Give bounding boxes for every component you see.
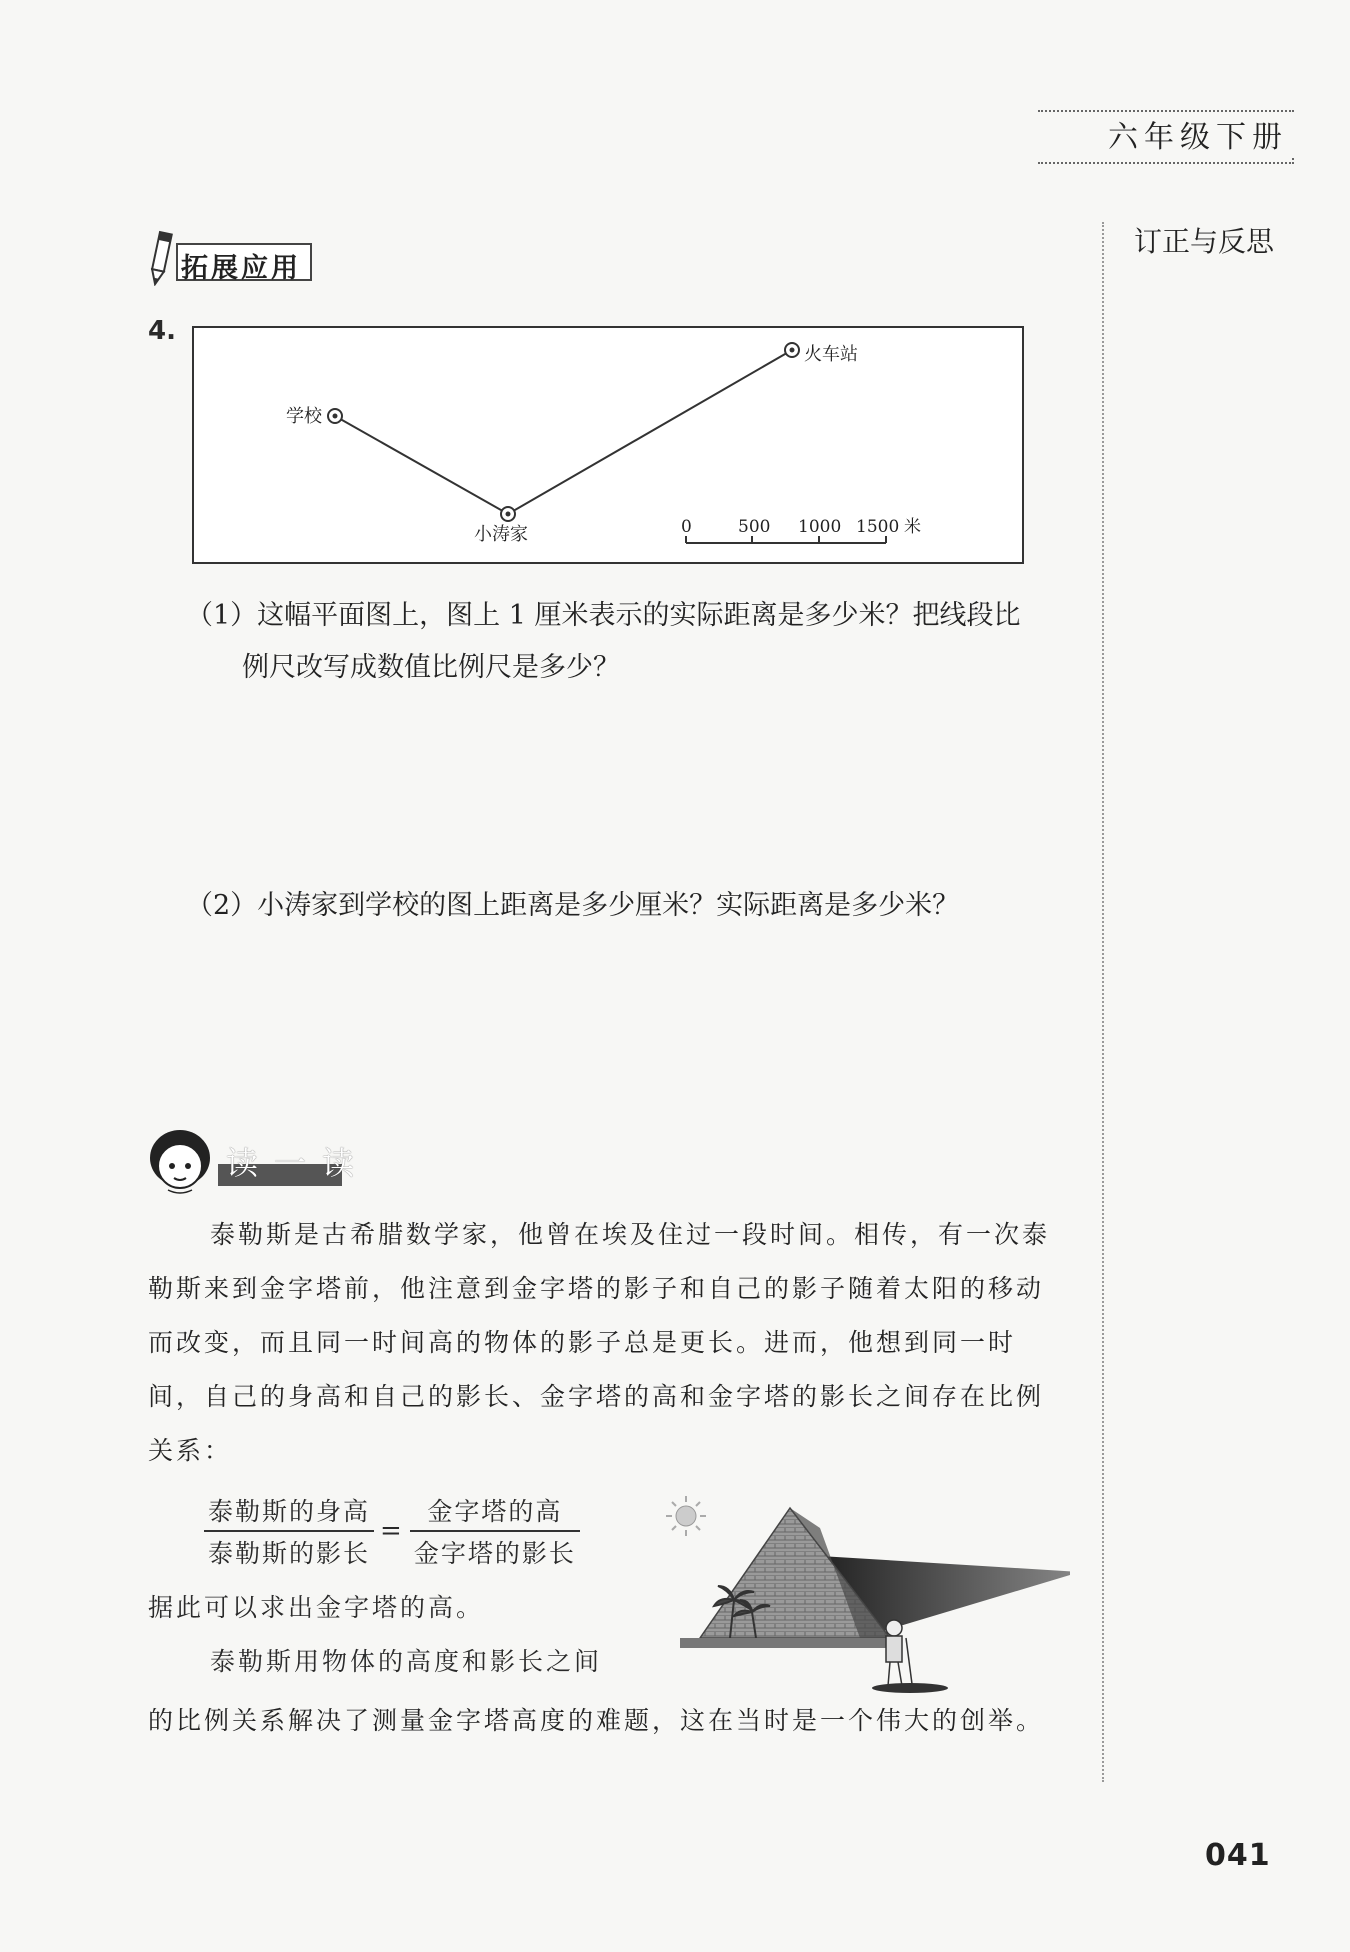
station-marker-icon bbox=[785, 343, 799, 357]
section-title-extension: 拓展应用 bbox=[181, 253, 301, 284]
scale-bar bbox=[681, 517, 921, 543]
fraction-thales bbox=[204, 1492, 374, 1570]
sub-question-1-line2: 例尺改写成数值比例尺是多少？ bbox=[242, 652, 620, 683]
place-label-home: 小涛家 bbox=[474, 524, 528, 545]
grade-label: 六年级下册 bbox=[1102, 112, 1294, 156]
girl-avatar-icon bbox=[146, 1124, 216, 1196]
place-label-station: 火车站 bbox=[804, 344, 858, 365]
fraction-pyramid-numerator: 金字塔的高 bbox=[410, 1492, 580, 1532]
reading-paragraph-3: 泰勒斯用物体的高度和影长之间 bbox=[210, 1647, 603, 1676]
page-number: 041 bbox=[1205, 1838, 1271, 1873]
question-number: 4. bbox=[148, 316, 176, 346]
scale-tick-500: 500 bbox=[738, 517, 771, 537]
section-title-read: 读一读 bbox=[226, 1144, 371, 1182]
reading-paragraph-1: 泰勒斯是古希腊数学家，他曾在埃及住过一段时间。相传，有一次泰勒斯来到金字塔前，他注意到金字塔的影子和自己的影子随着太阳的移动而改变，而且同一时间高的物体的影子总是更长。进而，他想到同一时间，自己的身高和自己的影长、金字塔的高和金字塔的影长之间存在比例关系： bbox=[148, 1220, 1051, 1465]
route-line bbox=[335, 350, 792, 514]
school-marker-icon bbox=[328, 409, 342, 423]
sub-question-1-line1: （1）这幅平面图上，图上 1 厘米表示的实际距离是多少米？把线段比 bbox=[186, 600, 1021, 631]
home-marker-icon bbox=[501, 507, 515, 521]
reading-paragraph-4: 的比例关系解决了测量金字塔高度的难题，这在当时是一个伟大的创举。 bbox=[148, 1706, 1045, 1735]
scale-tick-1500: 1500 bbox=[856, 517, 900, 537]
fraction-thales-denominator: 泰勒斯的影长 bbox=[208, 1539, 371, 1568]
sub-question-2: （2）小涛家到学校的图上距离是多少厘米？实际距离是多少米？ bbox=[186, 890, 960, 921]
scale-unit: 米 bbox=[904, 517, 921, 537]
fraction-thales-numerator: 泰勒斯的身高 bbox=[204, 1492, 374, 1532]
sun-icon bbox=[666, 1496, 706, 1536]
equals-sign: = bbox=[380, 1516, 404, 1546]
fraction-pyramid-denominator: 金字塔的影长 bbox=[413, 1539, 576, 1568]
place-label-school: 学校 bbox=[286, 406, 322, 427]
scale-tick-0: 0 bbox=[681, 517, 692, 537]
map-diagram bbox=[192, 326, 1024, 564]
reading-paragraph-2: 据此可以求出金字塔的高。 bbox=[148, 1593, 485, 1622]
correction-column-title: 订正与反思 bbox=[1134, 225, 1275, 258]
proportion-formula bbox=[204, 1492, 580, 1570]
scale-tick-1000: 1000 bbox=[798, 517, 842, 537]
fraction-pyramid bbox=[410, 1492, 580, 1570]
pyramid-shadow-illustration bbox=[660, 1488, 1070, 1708]
margin-divider bbox=[1102, 222, 1104, 1782]
sub-question-1 bbox=[186, 590, 1076, 694]
